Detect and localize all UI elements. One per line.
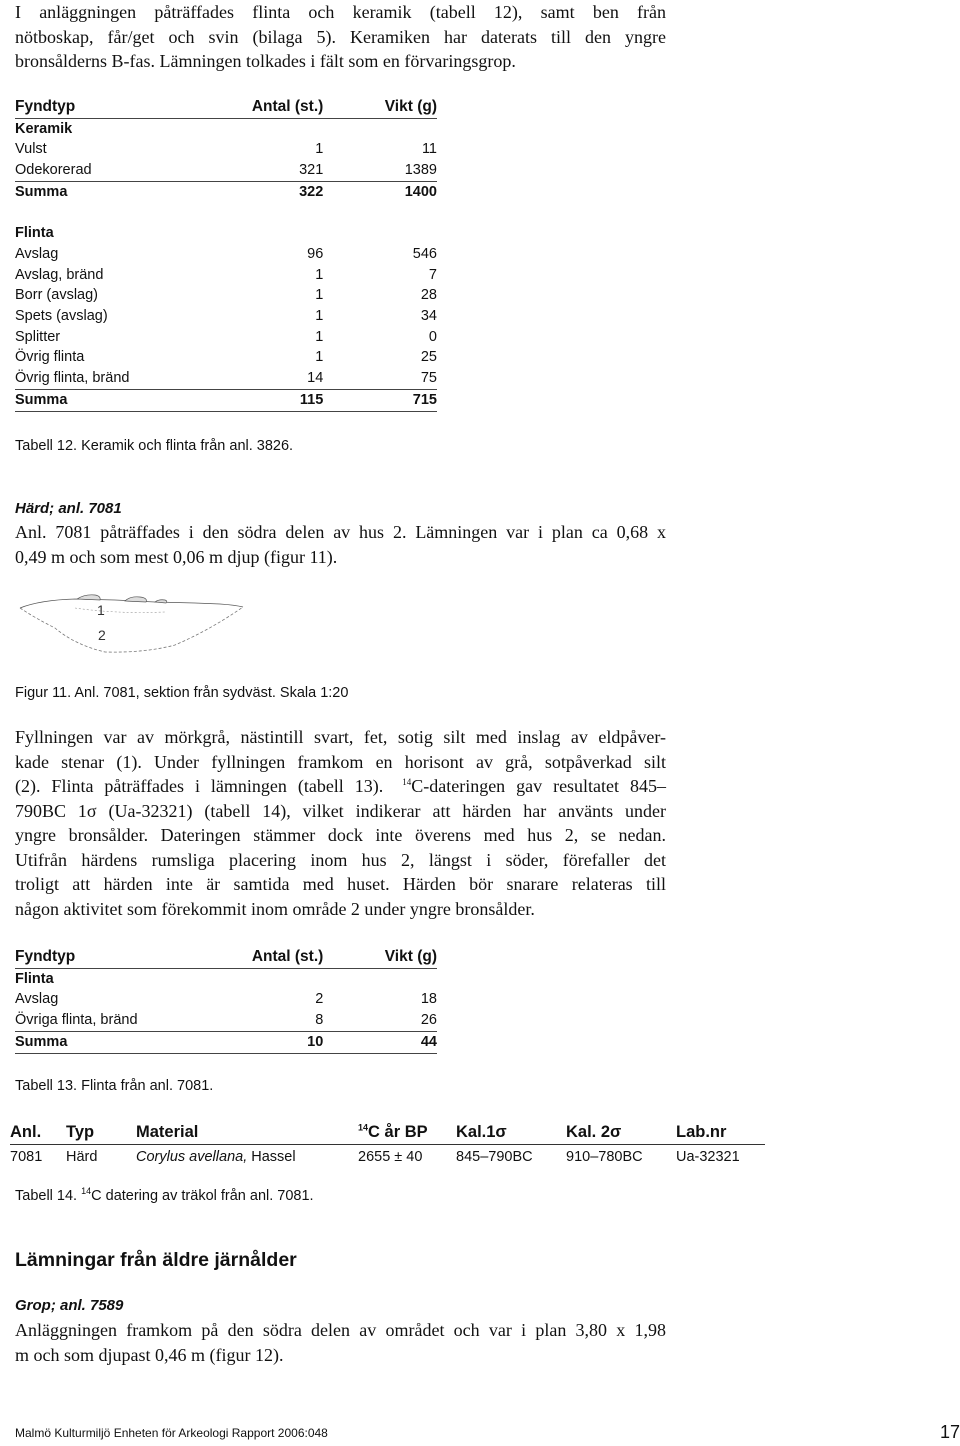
cell: Avslag — [15, 245, 59, 262]
cell: Övriga flinta, bränd — [15, 1012, 138, 1029]
section-title: Keramik — [15, 120, 73, 137]
table-12-caption: Tabell 12. Keramik och flinta från anl. 3826. — [15, 438, 294, 454]
desc-line: 790BC 1σ (Ua-32321) (tabell 14), vilket indikerar att härden har använts under — [15, 800, 666, 821]
section-row — [15, 223, 437, 244]
cell: Spets (avslag) — [15, 308, 108, 325]
table-row — [15, 285, 437, 306]
figure-11-caption: Figur 11. Anl. 7081, sektion från sydväst. Skala 1:20 — [15, 685, 349, 701]
figure-11-section-drawing — [15, 590, 250, 660]
hard-paragraph — [15, 520, 666, 569]
horizon-layer-outline — [20, 607, 243, 652]
hard-line: Anl. 7081 påträffades i den södra delen av hus 2. Lämningen var i plan ca 0,68 x — [15, 522, 666, 542]
superscript-14: 14 — [358, 1122, 369, 1133]
cell: 1 — [315, 308, 324, 325]
col-header: Vikt (g) — [323, 947, 437, 968]
grop-paragraph — [15, 1318, 666, 1367]
desc-line: (2). Flinta påträffades i lämningen (tabell 13). $^{14}$C-dateringen gav resultatet 845– — [15, 776, 666, 796]
sum-row — [15, 389, 437, 411]
stone-shape — [125, 597, 146, 602]
cell: 321 — [299, 162, 324, 179]
col-header: Antal (st.) — [220, 947, 323, 968]
cell: Avslag — [15, 991, 59, 1008]
desc-line: Fyllningen var av mörkgrå, nästintill svart, fet, sotig silt med inslag av eldpåver- — [15, 727, 666, 747]
cell: 96 — [307, 245, 324, 262]
section-title: Flinta — [15, 970, 54, 987]
table-row — [15, 306, 437, 327]
cell: 322 — [220, 181, 323, 202]
cell: Summa — [15, 181, 220, 202]
table-row — [15, 160, 437, 181]
cell: 7 — [428, 266, 437, 283]
stone-shape — [77, 595, 100, 600]
cell: 7081 — [10, 1149, 43, 1165]
section-heading-jarnalder: Lämningar från äldre järnålder — [15, 1249, 297, 1271]
col-header: Fyndtyp — [15, 947, 220, 968]
intro-line: bronsålderns B-fas. Lämningen tolkades i fält som en förvaringsgrop. — [15, 51, 516, 71]
cell: 1 — [315, 287, 324, 304]
cell: 26 — [420, 1012, 437, 1029]
cell: 2655 ± 40 — [358, 1149, 423, 1165]
cell: 14 — [307, 370, 324, 387]
cell: 1400 — [323, 181, 437, 202]
table-header-row — [10, 1118, 765, 1145]
col-header: Material — [136, 1118, 358, 1145]
page-number: 17 — [939, 1422, 960, 1442]
cell: 10 — [220, 1031, 323, 1053]
cell: 1 — [315, 141, 324, 158]
col-header: Kal. 2σ — [566, 1118, 676, 1145]
section-row — [15, 968, 437, 989]
intro-line: I anläggningen påträffades flinta och keramik (tabell 12), samt ben från — [15, 2, 666, 22]
cell: 845–790BC — [456, 1149, 533, 1165]
cell: 18 — [420, 991, 437, 1008]
table-13 — [15, 947, 437, 1054]
col-header: Lab.nr — [676, 1118, 765, 1145]
desc-line: troligt att härden inte är samtida med huset. Härden bör snarare relateras till — [15, 874, 666, 894]
cell: Avslag, bränd — [15, 266, 104, 283]
cell: 2 — [315, 991, 324, 1008]
cell: Corylus avellana, Hassel — [136, 1149, 296, 1165]
superscript-14: 14 — [402, 777, 412, 787]
table-row — [15, 368, 437, 389]
superscript-14: 14 — [81, 1186, 92, 1197]
grop-line: m och som djupast 0,46 m (figur 12). — [15, 1344, 284, 1365]
table-header-row — [15, 947, 437, 968]
col-header: Kal.1σ — [456, 1118, 566, 1145]
layer-label-1: 1 — [97, 602, 105, 618]
cell: 115 — [220, 389, 323, 411]
cell: Härd — [66, 1149, 98, 1165]
cell: 0 — [428, 328, 437, 345]
stone-shape — [155, 600, 167, 603]
cell: 1 — [315, 266, 324, 283]
hard-line: 0,49 m och som mest 0,06 m djup (figur 11). — [15, 546, 338, 567]
cell: 715 — [323, 389, 437, 411]
col-header: Antal (st.) — [220, 97, 323, 118]
cell: Borr (avslag) — [15, 287, 98, 304]
sum-row — [15, 1031, 437, 1053]
footer-text: Malmö Kulturmiljö Enheten för Arkeologi Rapport 2006:048 — [15, 1426, 328, 1440]
cell: Summa — [15, 389, 220, 411]
sum-row — [15, 181, 437, 202]
cell: Odekorerad — [15, 162, 92, 179]
table-row — [15, 244, 437, 265]
col-header: Vikt (g) — [323, 97, 437, 118]
cell: Vulst — [15, 141, 47, 158]
cell: Övrig flinta, bränd — [15, 370, 130, 387]
table-header-row — [15, 97, 437, 118]
table-row — [15, 327, 437, 348]
col-header: Fyndtyp — [15, 97, 220, 118]
cell: 34 — [420, 308, 437, 325]
table-row — [15, 347, 437, 368]
table-row — [15, 989, 437, 1010]
desc-line: någon aktivitet som förekommit inom område 2 under yngre bronsålder. — [15, 898, 535, 919]
grop-line: Anläggningen framkom på den södra delen av området och var i plan 3,80 x 1,98 — [15, 1320, 666, 1340]
table-row — [10, 1145, 765, 1170]
cell: 1389 — [404, 162, 437, 179]
table-14 — [10, 1118, 765, 1169]
cell: Ua-32321 — [676, 1149, 740, 1165]
table-row — [15, 265, 437, 286]
layer-boundary — [75, 608, 165, 613]
cell: 44 — [323, 1031, 437, 1053]
section-title: Flinta — [15, 225, 54, 242]
desc-line: Utifrån härdens rumsliga placering inom hus 2, längst i söder, förefaller det — [15, 849, 666, 870]
section-row — [15, 118, 437, 139]
col-header: Typ — [66, 1118, 136, 1145]
layer-label-2: 2 — [98, 627, 106, 643]
cell: 28 — [420, 287, 437, 304]
table-12 — [15, 97, 437, 412]
cell: Övrig flinta — [15, 349, 85, 366]
table-row — [15, 139, 437, 160]
description-paragraph — [15, 725, 666, 921]
cell: 8 — [315, 1012, 324, 1029]
cell: 1 — [315, 349, 324, 366]
table-13-caption: Tabell 13. Flinta från anl. 7081. — [15, 1078, 214, 1094]
intro-line: nötboskap, får/get och svin (bilaga 5). Keramiken har daterats till den yngre — [15, 26, 666, 47]
cell: 11 — [421, 141, 437, 158]
section-heading-hard: Härd; anl. 7081 — [15, 500, 122, 517]
cell: 910–780BC — [566, 1149, 643, 1165]
intro-paragraph — [15, 0, 666, 74]
cell: 75 — [420, 370, 437, 387]
col-header: $^{14}$C år BP — [358, 1118, 456, 1145]
cell: 1 — [315, 328, 324, 345]
cell: Splitter — [15, 328, 61, 345]
col-header: Anl. — [10, 1118, 66, 1145]
desc-line: kade stenar (1). Under fyllningen framkom en horisont av grå, sotpåverkad silt — [15, 751, 666, 772]
cell: Summa — [15, 1031, 220, 1053]
cell: 25 — [420, 349, 437, 366]
desc-line: yngre bronsålder. Dateringen stämmer dock inte överens med hus 2, se nedan. — [15, 825, 666, 845]
table-row — [15, 1010, 437, 1031]
subheading-grop: Grop; anl. 7589 — [15, 1297, 124, 1314]
cell: 546 — [412, 245, 437, 262]
table-14-caption: Tabell 14. $^{14}$C datering av träkol från anl. 7081. — [15, 1186, 314, 1204]
